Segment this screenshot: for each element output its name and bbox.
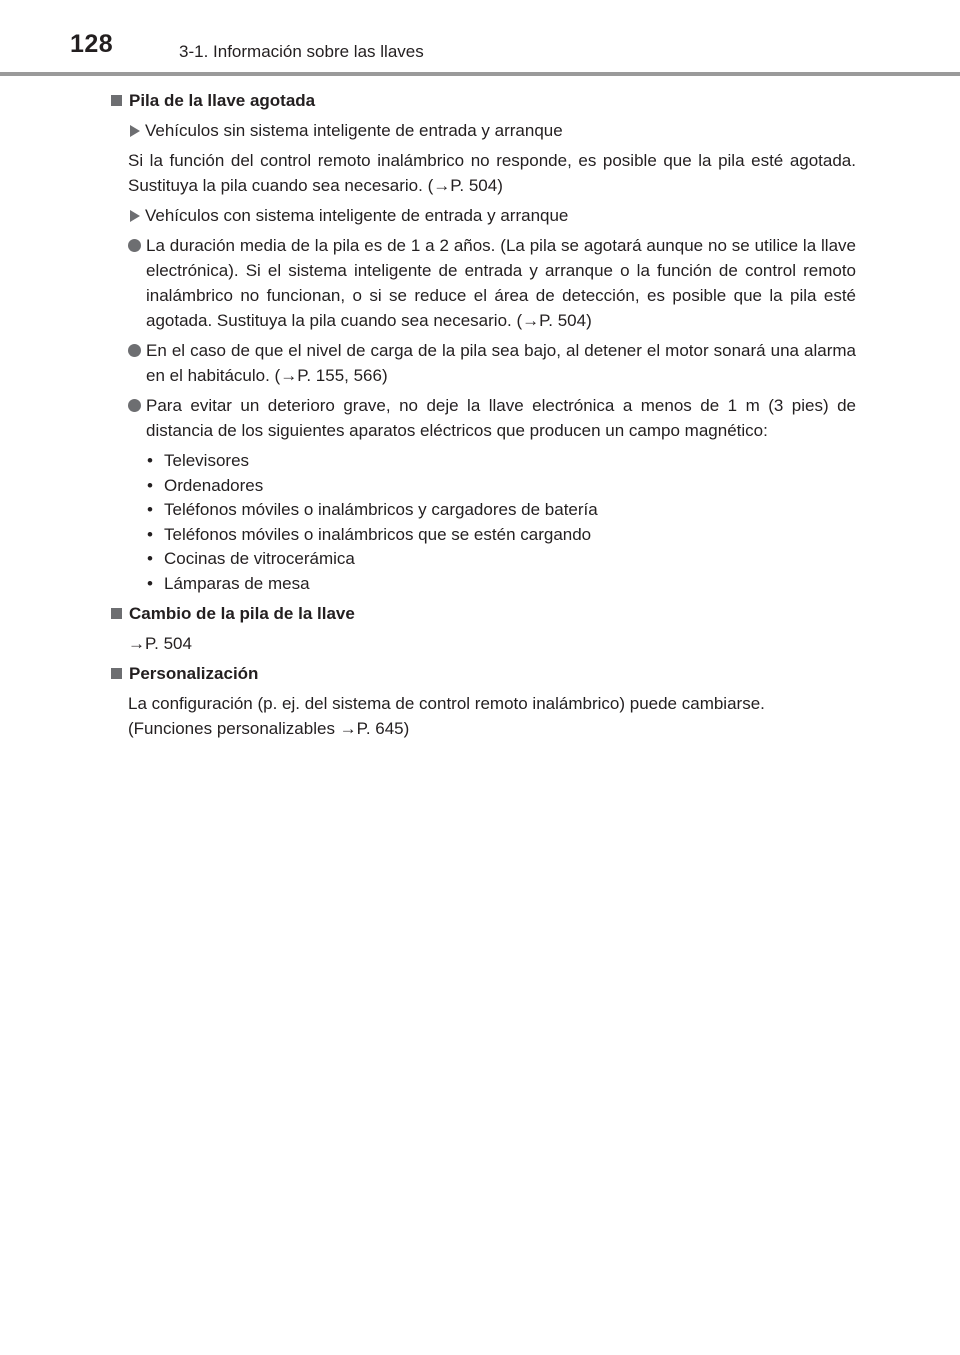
page-reference: →P. 504 [128,633,192,653]
triangle-right-icon [130,125,140,137]
heading-battery-change [110,601,856,626]
dot-bullet-icon: • [147,475,153,495]
list-item [147,522,856,547]
bullet-text: Para evitar un deterioro grave, no deje la llave electrónica a menos de 1 m (3 pies) de distancia de los siguientes aparatos eléctricos que producen un campo magnético: [146,396,856,440]
list-item-text: Teléfonos móviles o inalámbricos que se estén cargando [164,524,592,544]
dot-bullet-icon: • [147,549,153,569]
subheading-text: Vehículos sin sistema inteligente de entrada y arranque [145,121,563,140]
list-item [147,571,856,596]
page-content [110,88,856,741]
bullet-text: En el caso de que el nivel de carga de la pila sea bajo, al detener el motor sonará una alarma en el habitáculo. (→P. 155, 566) [146,341,856,385]
heading-dead-battery [110,88,856,113]
circle-bullet-icon [128,399,141,412]
list-item [147,546,856,571]
heading-customization [110,661,856,686]
heading-text: Personalización [129,663,259,683]
customization-reference: (Funciones personalizables →P. 645) [128,718,410,738]
circle-bullet-icon [128,239,141,252]
bullet-item [110,338,856,388]
square-bullet-icon [111,668,122,679]
section-title: 3-1. Información sobre las llaves [179,42,424,61]
paragraph-remote-battery: Si la función del control remoto inalámbrico no responde, es posible que la pila esté agotada. Sustituya la pila cuando sea necesario. (→P. 504) [128,151,856,195]
dot-bullet-icon: • [147,524,153,544]
header-divider [0,72,960,76]
list-item-text: Cocinas de vitrocerámica [164,549,355,569]
list-item-text: Televisores [164,451,250,470]
list-item [147,497,856,522]
heading-text: Pila de la llave agotada [129,91,316,110]
subheading-with-smart-entry [110,203,856,228]
customization-text: La configuración (p. ej. del sistema de control remoto inalámbrico) puede cambiarse. [128,693,765,713]
dot-bullet-icon: • [147,451,153,470]
square-bullet-icon [111,608,122,619]
list-item-text: Ordenadores [164,475,264,495]
page-number: 128 [70,30,114,58]
bullet-item [110,233,856,333]
dot-bullet-icon: • [147,500,153,520]
list-item-text: Lámparas de mesa [164,573,310,593]
square-bullet-icon [111,95,122,106]
dot-bullet-icon: • [147,573,153,593]
bullet-text: La duración media de la pila es de 1 a 2 años. (La pila se agotará aunque no se utilice la llave electrónica). Si el sistema inteligente de entrada y arranque o la función de control remoto inalámbrico no funcionan, o si se reduce el área de detección, es posible que la pila esté agotada. Sustituya la pila cuando sea necesario. (→P. 504) [146,236,856,330]
page-header [0,0,960,78]
list-item [147,448,856,473]
heading-text: Cambio de la pila de la llave [129,603,355,623]
list-item-text: Teléfonos móviles o inalámbricos y cargadores de batería [164,500,598,520]
circle-bullet-icon [128,344,141,357]
subheading-without-smart-entry [110,118,856,143]
subheading-text: Vehículos con sistema inteligente de entrada y arranque [145,206,569,225]
bullet-item [110,393,856,443]
list-item [147,473,856,498]
triangle-right-icon [130,210,140,222]
device-list [110,448,856,596]
